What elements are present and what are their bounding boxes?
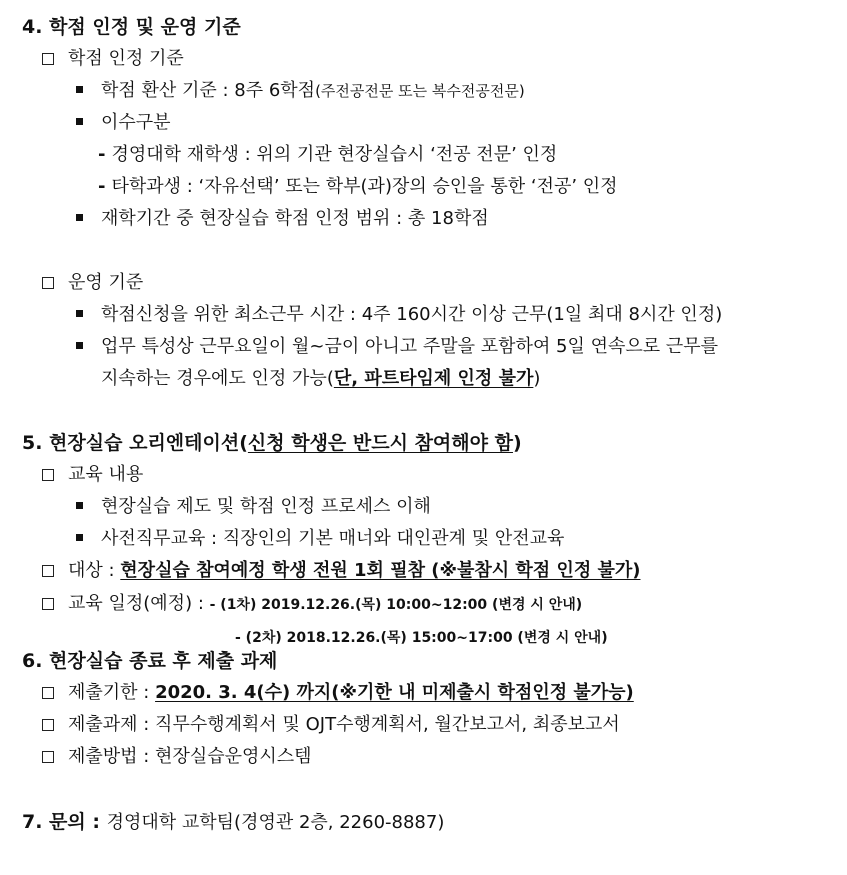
credit-conversion-item: 학점 환산 기준 : 8주 6학점(주전공전문 또는 복수전공전문): [76, 82, 525, 100]
credit-criteria-heading: 학점 인정 기준: [42, 50, 184, 68]
checkbox-icon: [42, 719, 54, 731]
checkbox-icon: [42, 751, 54, 763]
checkbox-icon: [42, 565, 54, 577]
section-4-title: 4. 학점 인정 및 운영 기준: [22, 16, 241, 38]
bullet-square-icon: [76, 310, 83, 317]
section-6-title: 6. 현장실습 종료 후 제출 과제: [22, 650, 278, 672]
operation-item-2: 업무 특성상 근무요일이 월~금이 아니고 주말을 포함하여 5일 연속으로 근무를: [76, 338, 718, 356]
checkbox-icon: [42, 469, 54, 481]
operation-item-2-cont: 지속하는 경우에도 인정 가능(단, 파트타임제 인정 불가): [101, 368, 541, 389]
bullet-square-icon: [76, 342, 83, 349]
course-type-item-2: - 타학과생 : ‘자유선택’ 또는 학부(과)장의 승인을 통한 ‘전공’ 인정: [98, 176, 618, 197]
credit-range-item: 재학기간 중 현장실습 학점 인정 범위 : 총 18학점: [76, 210, 489, 228]
schedule-item-2: - (2차) 2018.12.26.(목) 15:00~17:00 (변경 시 안내): [235, 630, 608, 646]
bullet-square-icon: [76, 86, 83, 93]
target-item: 대상 : 현장실습 참여예정 학생 전원 1회 필참 (※불참시 학점 인정 불가): [42, 562, 640, 580]
education-content-heading: 교육 내용: [42, 466, 143, 484]
checkbox-icon: [42, 598, 54, 610]
bullet-square-icon: [76, 214, 83, 221]
section-7-contact: 7. 문의 : 경영대학 교학팀(경영관 2층, 2260-8887): [22, 811, 445, 833]
checkbox-icon: [42, 53, 54, 65]
education-content-item-2: 사전직무교육 : 직장인의 기본 매너와 대인관계 및 안전교육: [76, 530, 564, 548]
method-item: 제출방법 : 현장실습운영시스템: [42, 748, 312, 766]
bullet-square-icon: [76, 502, 83, 509]
deadline-item: 제출기한 : 2020. 3. 4(수) 까지(※기한 내 미제출시 학점인정 불가능): [42, 684, 634, 702]
course-type-heading: 이수구분: [76, 114, 171, 132]
course-type-item-1: - 경영대학 재학생 : 위의 기관 현장실습시 ‘전공 전문’ 인정: [98, 144, 558, 165]
checkbox-icon: [42, 277, 54, 289]
education-content-item-1: 현장실습 제도 및 학점 인정 프로세스 이해: [76, 498, 431, 516]
checkbox-icon: [42, 687, 54, 699]
schedule-item: 교육 일정(예정) : - (1차) 2019.12.26.(목) 10:00~12:00 (변경 시 안내): [42, 595, 582, 613]
operation-item-1: 학점신청을 위한 최소근무 시간 : 4주 160시간 이상 근무(1일 최대 8시간 인정): [76, 306, 722, 324]
bullet-square-icon: [76, 534, 83, 541]
operation-criteria-heading: 운영 기준: [42, 274, 143, 292]
tasks-item: 제출과제 : 직무수행계획서 및 OJT수행계획서, 월간보고서, 최종보고서: [42, 716, 620, 734]
section-5-title: 5. 현장실습 오리엔테이션(신청 학생은 반드시 참여해야 함): [22, 432, 522, 454]
bullet-square-icon: [76, 118, 83, 125]
